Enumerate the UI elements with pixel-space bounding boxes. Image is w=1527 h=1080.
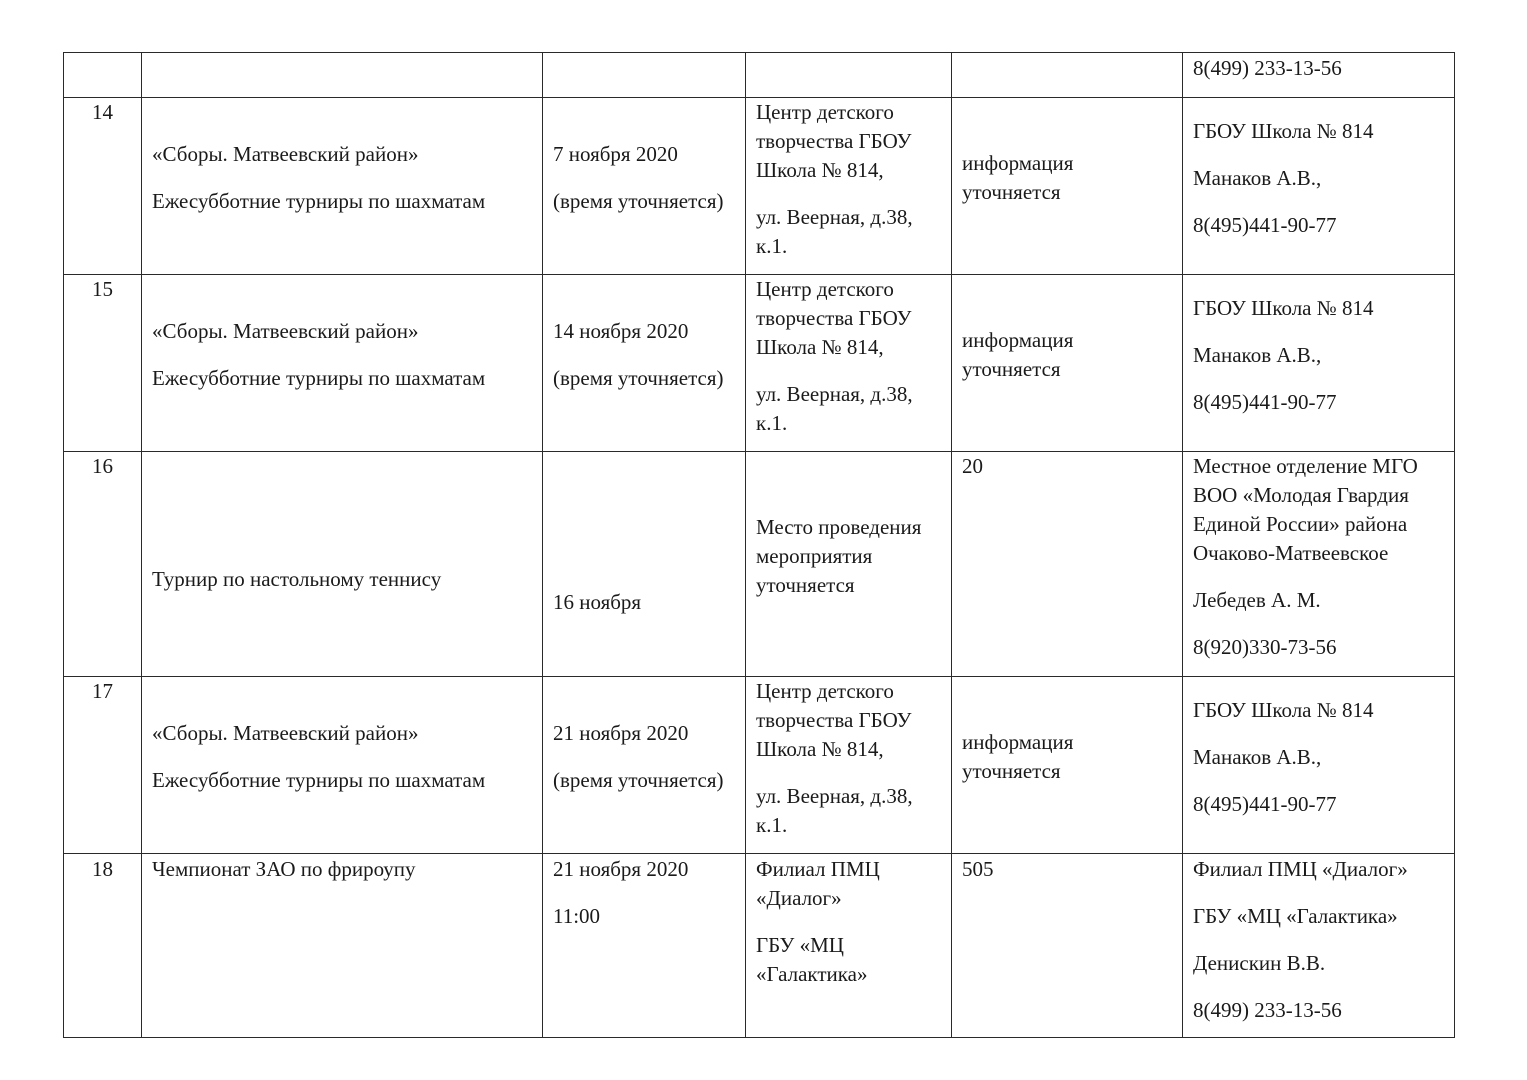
participant-count: 505 xyxy=(962,857,994,881)
event-time: (время уточняется) xyxy=(553,366,724,390)
organizer-contact: Лебедев А. М. xyxy=(1193,588,1321,612)
organizer-phone: 8(499) 233-13-56 xyxy=(1193,998,1342,1022)
event-title: Турнир по настольному теннису xyxy=(152,567,442,591)
participant-count: информация уточняется xyxy=(962,328,1074,381)
organizer-name: Местное отделение МГО ВОО «Молодая Гвардия Единой России» района Очаково-Матвеевское xyxy=(1193,454,1418,565)
cell-count xyxy=(952,53,1183,98)
row-number: 14 xyxy=(92,100,113,124)
table-row xyxy=(64,677,1455,854)
event-title: Чемпионат ЗАО по фрироупу xyxy=(152,857,416,881)
organizer-name: Филиал ПМЦ «Диалог» xyxy=(1193,857,1408,881)
row-number: 16 xyxy=(92,454,113,478)
event-date: 7 ноября 2020 xyxy=(553,142,678,166)
organizer-name: ГБОУ Школа № 814 xyxy=(1193,119,1374,143)
venue-name: Центр детского творчества ГБОУ Школа № 814, xyxy=(756,679,912,761)
organizer-name-2: ГБУ «МЦ «Галактика» xyxy=(1193,904,1398,928)
organizer-phone: 8(920)330-73-56 xyxy=(1193,635,1337,659)
venue-address: ул. Веерная, д.38, к.1. xyxy=(756,784,913,837)
table-row xyxy=(64,98,1455,275)
event-subtitle: Ежесубботние турниры по шахматам xyxy=(152,366,486,390)
cell-place xyxy=(746,53,952,98)
event-date: 21 ноября 2020 xyxy=(553,721,689,745)
table-row xyxy=(64,275,1455,452)
organizer-name: ГБОУ Школа № 814 xyxy=(1193,296,1374,320)
event-title: «Сборы. Матвеевский район» xyxy=(152,319,419,343)
row-number: 18 xyxy=(92,857,113,881)
venue-name: Центр детского творчества ГБОУ Школа № 814, xyxy=(756,277,912,359)
event-date: 16 ноября xyxy=(553,590,642,614)
organizer-phone: 8(495)441-90-77 xyxy=(1193,390,1337,414)
events-table xyxy=(63,52,1455,1038)
table-row xyxy=(64,53,1455,98)
event-title: «Сборы. Матвеевский район» xyxy=(152,142,419,166)
table-row xyxy=(64,452,1455,677)
event-date: 21 ноября 2020 xyxy=(553,857,689,881)
organizer-phone: 8(495)441-90-77 xyxy=(1193,792,1337,816)
event-subtitle: Ежесубботние турниры по шахматам xyxy=(152,189,486,213)
event-title: «Сборы. Матвеевский район» xyxy=(152,721,419,745)
table-row xyxy=(64,854,1455,1038)
venue-name: Филиал ПМЦ «Диалог» xyxy=(756,857,880,910)
organizer-contact: Денискин В.В. xyxy=(1193,951,1326,975)
event-time: (время уточняется) xyxy=(553,768,724,792)
cell-event xyxy=(142,53,543,98)
cell-num xyxy=(64,53,142,98)
event-time: (время уточняется) xyxy=(553,189,724,213)
participant-count: информация уточняется xyxy=(962,151,1074,204)
venue-name: Место проведения мероприятия уточняется xyxy=(756,515,922,597)
venue-address: ул. Веерная, д.38, к.1. xyxy=(756,205,913,258)
org-phone: 8(499) 233-13-56 xyxy=(1193,56,1342,80)
row-number: 15 xyxy=(92,277,113,301)
organizer-contact: Манаков А.В., xyxy=(1193,166,1322,190)
event-date: 14 ноября 2020 xyxy=(553,319,689,343)
organizer-phone: 8(495)441-90-77 xyxy=(1193,213,1337,237)
event-time: 11:00 xyxy=(553,904,601,928)
venue-name-2: ГБУ «МЦ «Галактика» xyxy=(756,933,868,986)
organizer-contact: Манаков А.В., xyxy=(1193,343,1322,367)
participant-count: информация уточняется xyxy=(962,730,1074,783)
organizer-name: ГБОУ Школа № 814 xyxy=(1193,698,1374,722)
row-number: 17 xyxy=(92,679,113,703)
venue-address: ул. Веерная, д.38, к.1. xyxy=(756,382,913,435)
venue-name: Центр детского творчества ГБОУ Школа № 814, xyxy=(756,100,912,182)
cell-org xyxy=(1183,53,1455,98)
participant-count: 20 xyxy=(962,454,983,478)
cell-date xyxy=(543,53,746,98)
organizer-contact: Манаков А.В., xyxy=(1193,745,1322,769)
event-subtitle: Ежесубботние турниры по шахматам xyxy=(152,768,486,792)
